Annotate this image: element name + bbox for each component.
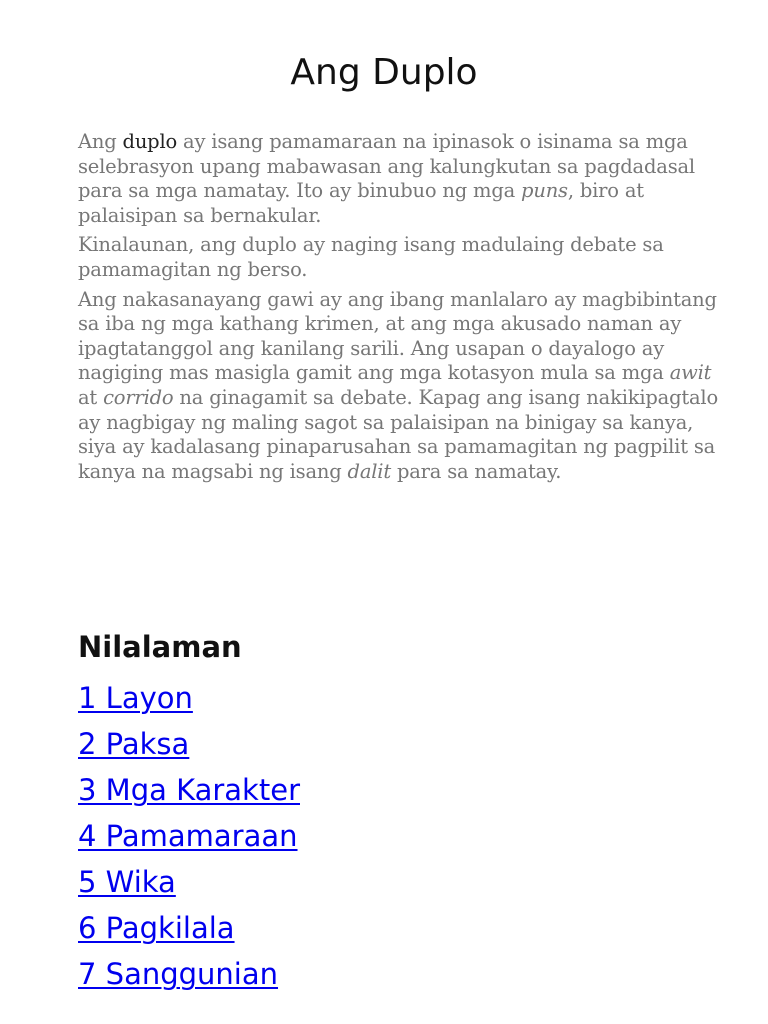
toc-link-pagkilala[interactable]: 6 Pagkilala: [78, 911, 235, 945]
toc-item: [78, 676, 300, 722]
toc-link-wika[interactable]: 5 Wika: [78, 865, 176, 899]
term-corrido: corrido: [103, 385, 174, 409]
toc-heading: Nilalaman: [78, 630, 242, 664]
paragraph-intro: [78, 130, 718, 228]
text-run: para sa namatay.: [390, 459, 562, 483]
text-run: ay isang pamamaraan na ipinasok o isinama sa mga selebrasyon upang mabawasan ang kalungkutan sa pagdadasal para sa mga namatay. Ito ay binubuo ng mga: [78, 130, 695, 203]
toc-item: [78, 814, 300, 860]
toc-item: [78, 722, 300, 768]
toc-item: [78, 952, 300, 998]
toc-item: [78, 768, 300, 814]
toc-item: [78, 906, 300, 952]
term-dalit: dalit: [347, 459, 391, 483]
toc-link-paksa[interactable]: 2 Paksa: [78, 727, 190, 761]
text-run: , biro at palaisipan sa bernakular.: [78, 179, 644, 227]
paragraph-practice: [78, 288, 718, 485]
text-run: Ang: [78, 130, 123, 153]
text-run: Ang nakasanayang gawi ay ang ibang manlalaro ay magbibintang sa iba ng mga kathang krimen, at ang mga akusado naman ay ipagtatanggol ang kanilang sarili. Ang usapan o dayalogo ay nagiging mas masigla gamit ang mga kotasyon mula sa mga: [78, 287, 717, 385]
table-of-contents: [78, 676, 300, 998]
toc-link-layon[interactable]: 1 Layon: [78, 681, 193, 715]
term-awit: awit: [669, 361, 712, 385]
toc-item: [78, 860, 300, 906]
paragraph-history: Kinalaunan, ang duplo ay naging isang madulaing debate sa pamamagitan ng berso.: [78, 233, 664, 281]
text-run: na ginagamit sa debate. Kapag ang isang nakikipagtalo ay nagbigay ng maling sagot sa palaisipan na binigay sa kanya, siya ay kadalasang pinaparusahan sa pamamagitan ng pagpilit sa kanya na magsabi ng isang: [78, 385, 719, 483]
toc-link-pamamaraan[interactable]: 4 Pamamaraan: [78, 819, 298, 853]
text-run: at: [78, 385, 104, 409]
page-title: Ang Duplo: [290, 52, 478, 93]
article-body: [78, 130, 718, 489]
toc-link-sanggunian[interactable]: 7 Sanggunian: [78, 957, 279, 991]
term-puns: puns: [521, 179, 568, 203]
toc-link-mga-karakter[interactable]: 3 Mga Karakter: [78, 773, 300, 807]
term-duplo: duplo: [122, 130, 178, 153]
